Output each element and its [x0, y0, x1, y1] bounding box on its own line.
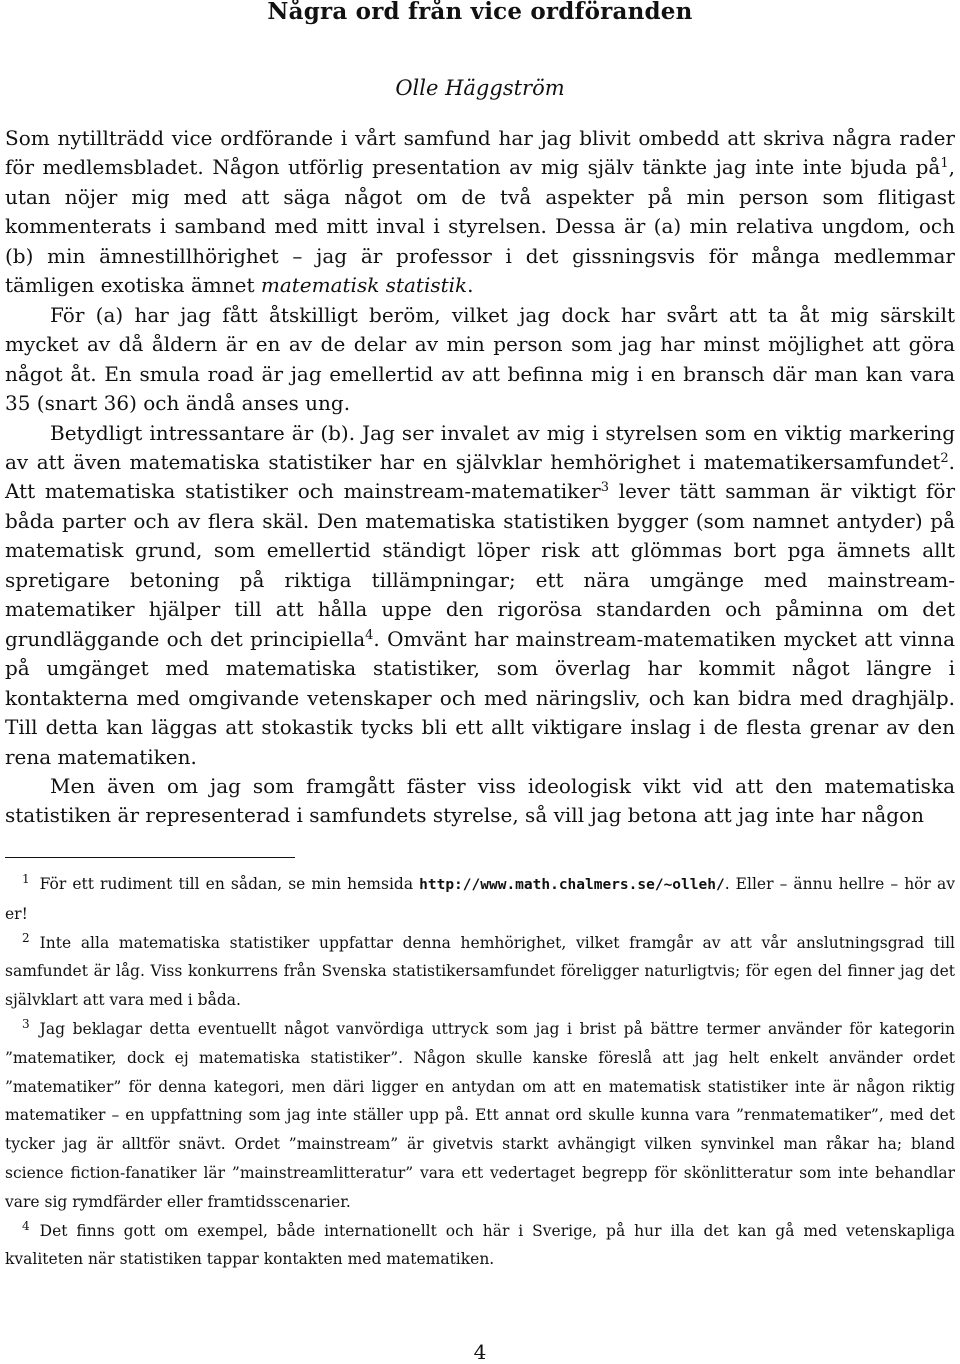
paragraph-3-text-c: lever tätt samman är viktigt för båda parter och av flera skäl. Den matematiska statistiken bygger (som namnet antyder) på matematisk grund, som emellertid ständigt löper risk att glömmas bort pga ämnets allt spretigare betoning på riktiga tillämpningar; ett nära umgänge med mainstream-matematiker hjälper till att hålla uppe den rigorösa standarden och påminna om det grundläggande och det principiella	[5, 479, 955, 651]
footnote-number: 2	[22, 930, 30, 945]
paragraph-3-text-a: Betydligt intressantare är (b). Jag ser invalet av mig i styrelsen som en viktig markering av att även matematiska statistiker har en självklar hemhörighet i matematikersamfundet	[5, 420, 955, 474]
footnote-ref-2: 2	[940, 450, 949, 466]
paragraph-1-text-a: Som nytillträdd vice ordförande i vårt samfund har jag blivit ombedd att skriva några rader för medlemsbladet. Någon utförlig presentation av mig själv tänkte jag inte inte bjuda på	[5, 126, 955, 180]
footnotes	[5, 870, 955, 1274]
footnote-1	[5, 870, 955, 929]
footnote-4-text: Det finns gott om exempel, både internationellt och här i Sverige, på hur illa det kan gå med vetenskapliga kvaliteten när statistiken tappar kontakten med matematiken.	[5, 1221, 955, 1269]
article-body	[5, 124, 955, 831]
footnote-ref-3: 3	[600, 480, 609, 496]
footnote-number: 1	[22, 872, 30, 886]
paragraph-2: För (a) har jag fått åtskilligt beröm, vilket jag dock har svårt att ta åt mig särskilt mycket av då åldern är en av de delar av min person som jag har minst möjlighet att göra något åt. En smula road är jag emellertid av att befinna mig i en bransch där man kan vara 35 (snart 36) och ändå anses ung.	[5, 302, 955, 416]
footnote-ref-4: 4	[365, 627, 374, 643]
paragraph-1-text-b: , utan nöjer mig med att säga något om de två aspekter på min person som flitigast kommenterats i samband med mitt inval i styrelsen. Dessa är (a) min relativa ungdom, och (b) min ämnestillhörighet – jag är professor i det gissningsvis för många medlemmar tämligen exotiska ämnet	[5, 155, 955, 298]
paragraph-1	[5, 124, 955, 301]
footnote-1-text-b: . Eller – ännu hellre – hör av er!	[5, 875, 955, 923]
paragraph-3-text-d: . Omvänt har mainstream-matematiken mycket att vinna på umgänget med matematiska statistiker, som överlag har kommit något längre i kontakterna med omgivande vetenskaper och med näringsliv, och kan bidra med draghjälp. Till detta kan läggas att stokastik tycks bli ett allt viktigare inslag i de flesta grenar av den rena matematiken.	[5, 626, 955, 769]
footnote-ref-1: 1	[940, 156, 949, 172]
footnote-number: 3	[22, 1016, 30, 1031]
footnote-divider	[5, 857, 295, 858]
footnote-number: 4	[22, 1218, 30, 1233]
page-title: Några ord från vice ordföranden	[267, 0, 693, 25]
footnote-2-text: Inte alla matematiska statistiker uppfattar denna hemhörighet, vilket framgår av att vår anslutningsgrad till samfundet är låg. Viss konkurrens från Svenska statistikersamfundet föreligger naturligtvis; för egen del finner jag det självklart att vara med i båda.	[5, 933, 955, 1010]
footnote-1-text-a: För ett rudiment till en sådan, se min hemsida	[39, 875, 420, 893]
footnote-3-text: Jag beklagar detta eventuellt något vanvördiga uttryck som jag i brist på bättre termer använder för kategorin ”matematiker, dock ej matematiska statistiker”. Någon skulle kanske föreslå att jag helt enkelt använder ordet ”matematiker” för denna kategori, men däri ligger en antydan om att en matematisk statistiker inte är någon riktig matematiker – en uppfattning som jag inte ställer upp på. Ett annat ord skulle kunna vara ”renmatematiker”, med det tycker jag är alltför snävt. Ordet ”mainstream” är givetvis starkt avhängigt vilken synvinkel man råkar ha; bland science fiction-fanatiker lär ”mainstreamlitteratur” vara ett vedertaget begrepp för skönlitteratur som inte behandlar vare sig rymdfärder eller framtidsscenarier.	[5, 1019, 955, 1211]
footnote-3	[5, 1015, 955, 1217]
homepage-url: http://www.math.chalmers.se/~olleh/	[419, 877, 725, 893]
paragraph-3	[5, 419, 955, 772]
footnote-4	[5, 1217, 955, 1275]
author-name: Olle Häggström	[395, 76, 565, 100]
page-number: 4	[473, 1340, 487, 1364]
footnote-2	[5, 929, 955, 1015]
paragraph-3-text-b: . Att matematiska statistiker och mainstream-matematiker	[5, 449, 955, 504]
paragraph-1-text-c: .	[467, 273, 474, 298]
paragraph-4: Men även om jag som framgått fäster viss ideologisk vikt vid att den matematiska statistiken är representerad i samfundets styrelse, så vill jag betona att jag inte har någon	[5, 773, 955, 828]
emphasis-term: matematisk statistik	[260, 273, 468, 298]
